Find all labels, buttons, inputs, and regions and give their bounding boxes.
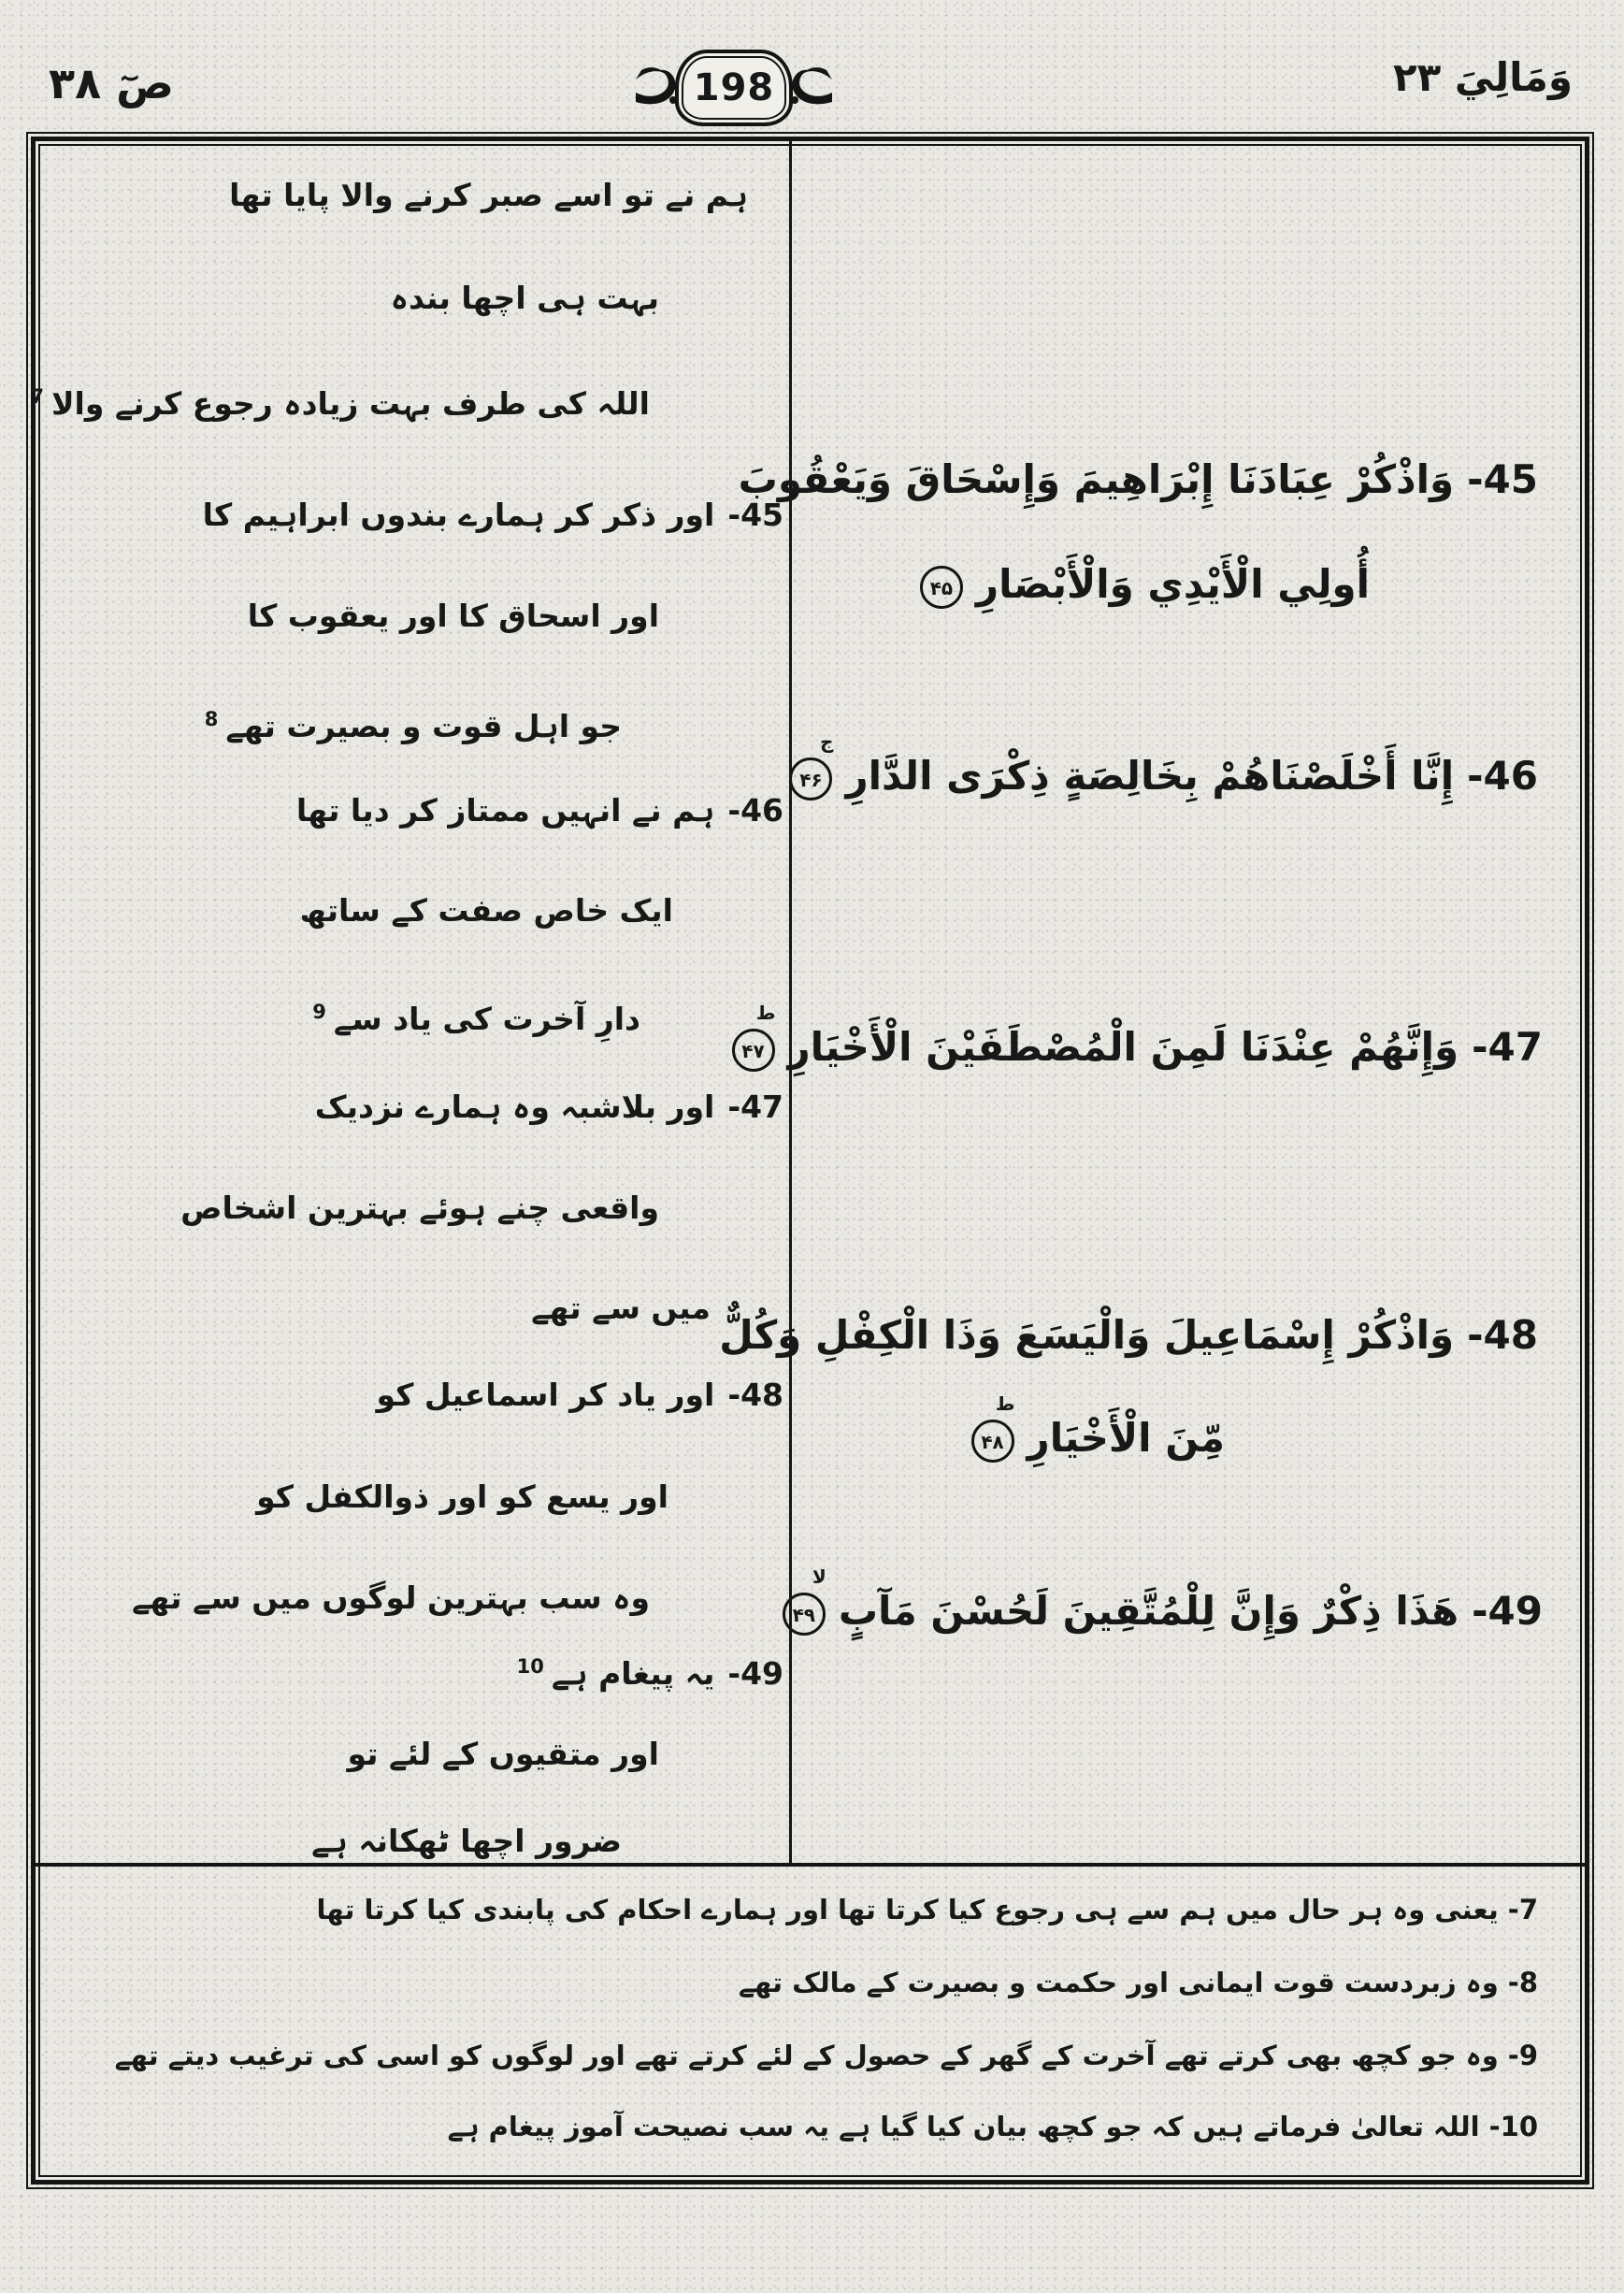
urdu-line [305,989,640,1042]
urdu-text: ہم نے انہیں ممتاز کر دیا تھا [295,792,715,829]
urdu-text: یہ پیغام ہے [551,1655,715,1692]
urdu-text: ضرور اچھا ٹھکانہ ہے [311,1823,622,1859]
arabic-verses-column [719,141,1585,1863]
footnote-ref-8: 8 [204,708,219,730]
waqf-mark: ط [755,1001,776,1024]
urdu-line [248,594,659,639]
verse-end-number: ۴۵ [929,576,954,599]
footnote-number: 7- [1507,1894,1538,1925]
page-number-cartouche [617,43,851,133]
verse-end-number: ۴۹ [792,1603,816,1626]
juz-title: وَمَالِيَ ۲۳ [1392,54,1573,100]
verse-number: 47- [1472,1024,1543,1070]
urdu-line [180,1186,659,1231]
urdu-translation-column [30,141,789,1863]
verse-end-medallion [732,1001,776,1072]
urdu-line [391,276,659,321]
urdu-line [315,1085,783,1130]
footnote-text: اللہ تعالیٰ فرماتے ہیں کہ جو کچھ بیان کیا گیا ہے یہ سب نصیحت آموز پیغام ہے [447,2111,1480,2142]
urdu-text: میں سے تھے [531,1290,711,1326]
footnote-number: 8- [1507,1967,1538,1998]
urdu-text: اللہ کی طرف بہت زیادہ رجوع کرنے والا [50,385,650,422]
footnote-text: وہ زبردست قوت ایمانی اور حکمت و بصیرت کے مالک تھے [738,1967,1499,1998]
urdu-text: اور بلاشبہ وہ ہمارے نزدیک [314,1089,715,1125]
arabic-text: أُولِي الْأَيْدِي وَالْأَبْصَارِ [975,561,1370,607]
urdu-line [531,1286,711,1331]
verse-number: 49- [727,1655,783,1692]
arabic-text: إِنَّا أَخْلَصْنَاهُمْ بِخَالِصَةٍ ذِكْرَى الدَّارِ [845,753,1455,799]
urdu-line [22,374,650,426]
waqf-mark: لا [812,1565,826,1588]
page-number: 198 [675,50,793,126]
footnotes-section [36,1867,1585,2180]
urdu-text: جو اہل قوت و بصیرت تھے [225,708,622,744]
urdu-line [377,1373,783,1418]
urdu-text: اور یسع کو اور ذوالکفل کو [256,1478,668,1515]
arabic-verse-line [968,1392,1225,1466]
urdu-line [300,888,673,933]
arabic-verse-line [916,556,1370,613]
footnote-ref-7: 7 [30,385,44,408]
footnote-number: 9- [1507,2040,1538,2071]
verse-end-number: ۴۷ [741,1039,765,1062]
verse-number: 46- [727,792,783,829]
urdu-line [132,1576,650,1621]
waqf-mark: ط [995,1392,1015,1415]
arabic-verse-line [779,1565,1543,1639]
urdu-line [229,173,748,218]
arabic-text: هَذَا ذِكْرٌ وَإِنَّ لِلْمُتَّقِينَ لَحُسْنَ مَآبٍ [838,1588,1459,1634]
urdu-line [510,1644,783,1696]
verse-number: 49- [1472,1588,1543,1634]
verse-end-medallion [971,1392,1015,1463]
arabic-verse-line [719,1307,1538,1363]
arabic-verse-line [728,1001,1544,1075]
urdu-line [296,788,783,833]
urdu-text: اور متقیوں کے لئے تو [347,1736,659,1772]
verse-end-number: ۴۸ [981,1430,1004,1453]
urdu-text: ہم نے تو اسے صبر کرنے والا پایا تھا [229,177,748,213]
arabic-verse-line [739,452,1538,508]
arabic-text: وَإِنَّهُمْ عِنْدَنَا لَمِنَ الْمُصْطَفَيْنَ الْأَخْيَارِ [787,1024,1459,1070]
urdu-line [311,1819,622,1864]
surah-title: صٓ ۳۸ [49,58,175,108]
arabic-text: وَاذْكُرْ إِسْمَاعِيلَ وَالْيَسَعَ وَذَا الْكِفْلِ وَكُلٌّ [719,1312,1455,1358]
urdu-line [256,1475,668,1520]
verse-end-medallion [789,729,834,800]
verse-end-number: ۴۶ [799,768,823,791]
urdu-text: اور ذکر کر ہمارے بندوں ابراہیم کا [202,497,715,533]
verse-number: 48- [727,1377,783,1413]
arabic-text: مِّنَ الْأَخْيَارِ [1027,1415,1225,1461]
urdu-text: ایک خاص صفت کے ساتھ [299,892,673,929]
arabic-verse-line [785,729,1538,804]
arabic-text: وَاذْكُرْ عِبَادَنَا إِبْرَاهِيمَ وَإِسْحَاقَ وَيَعْقُوبَ [738,456,1455,502]
footnote-ref-9: 9 [312,1001,326,1023]
urdu-text: اور یاد کر اسماعیل کو [376,1377,715,1413]
footnote-text: یعنی وہ ہر حال میں ہم سے ہی رجوع کیا کرتا تھا اور ہمارے احکام کی پابندی کیا کرتا تھا [316,1894,1499,1925]
footnote-ref-10: 10 [516,1655,544,1678]
footnote [316,1889,1538,1930]
verse-number: 45- [727,497,783,533]
urdu-text: اور اسحاق کا اور یعقوب کا [247,598,659,634]
verse-number: 46- [1467,753,1538,799]
footnote-number: 10- [1488,2111,1538,2142]
footnote [739,1962,1538,2003]
verse-number: 47- [727,1089,783,1125]
urdu-line [203,493,783,538]
urdu-text: دارِ آخرت کی یاد سے [333,1001,640,1037]
waqf-mark: ج [820,729,834,753]
footnote-text: وہ جو کچھ بھی کرتے تھے آخرت کے گھر کے حصول کے لئے کرتے تھے اور لوگوں کو اسی کی ترغیب دیتے تھے [114,2040,1499,2071]
verse-number: 45- [1467,456,1538,502]
urdu-line [197,697,622,749]
urdu-text: بہت ہی اچھا بندہ [390,280,659,316]
urdu-text: واقعی چنے ہوئے بہترین اشخاص [180,1190,659,1226]
page-frame [31,137,1589,2185]
footnote [448,2106,1538,2147]
urdu-text: وہ سب بہترین لوگوں میں سے تھے [131,1579,650,1616]
urdu-line [347,1732,659,1777]
verse-end-medallion [920,566,963,609]
verse-end-medallion [783,1565,826,1636]
verse-number: 48- [1467,1312,1538,1358]
footnote [115,2035,1538,2076]
